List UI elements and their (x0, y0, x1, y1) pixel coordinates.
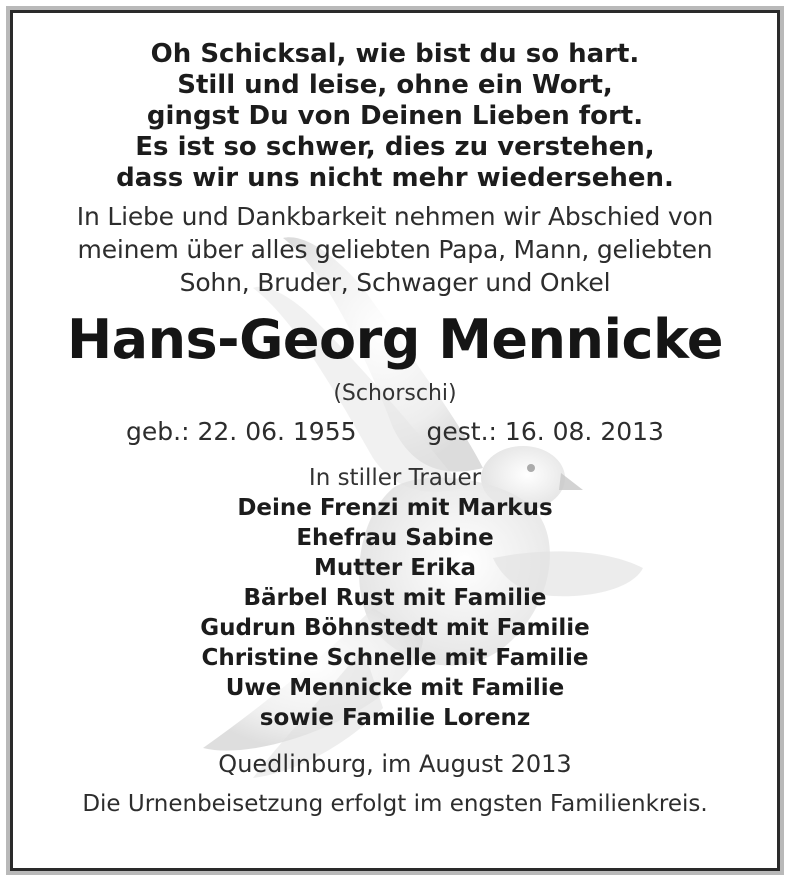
mourner: sowie Familie Lorenz (259, 705, 531, 731)
birth-date: geb.: 22. 06. 1955 (126, 417, 357, 446)
deceased-name: Hans-Georg Mennicke (66, 308, 724, 371)
intro-line: In Liebe und Dankbarkeit nehmen wir Abschied von (76, 202, 714, 231)
obituary-frame (10, 10, 780, 871)
verse-line: gingst Du von Deinen Lieben fort. (146, 101, 644, 131)
death-date: gest.: 16. 08. 2013 (426, 417, 664, 446)
mourner: Ehefrau Sabine (296, 525, 494, 551)
obituary-content (13, 13, 777, 821)
mourner: Gudrun Böhnstedt mit Familie (200, 615, 590, 641)
place-date: Quedlinburg, im August 2013 (218, 750, 572, 778)
deceased-nickname: (Schorschi) (333, 381, 457, 406)
verse-line: Oh Schicksal, wie bist du so hart. (150, 39, 640, 69)
mourners-list (13, 493, 777, 733)
verse-line: Es ist so schwer, dies zu verstehen, (135, 132, 655, 162)
mourning-heading: In stiller Trauer (308, 465, 482, 491)
intro-line: Sohn, Bruder, Schwager und Onkel (179, 268, 611, 297)
intro-line: meinem über alles geliebten Papa, Mann, geliebten (77, 235, 713, 264)
mourner: Christine Schnelle mit Familie (201, 645, 589, 671)
verse-line: Still und leise, ohne ein Wort, (177, 70, 613, 100)
mourner: Uwe Mennicke mit Familie (225, 675, 565, 701)
verse-line: dass wir uns nicht mehr wiedersehen. (116, 163, 674, 193)
life-dates (13, 415, 777, 449)
verse (13, 13, 777, 194)
mourner: Mutter Erika (314, 555, 476, 581)
mourner: Deine Frenzi mit Markus (237, 495, 553, 521)
burial-note: Die Urnenbeisetzung erfolgt im engsten Familienkreis. (82, 791, 708, 817)
mourner: Bärbel Rust mit Familie (243, 585, 547, 611)
intro-text (13, 200, 777, 299)
